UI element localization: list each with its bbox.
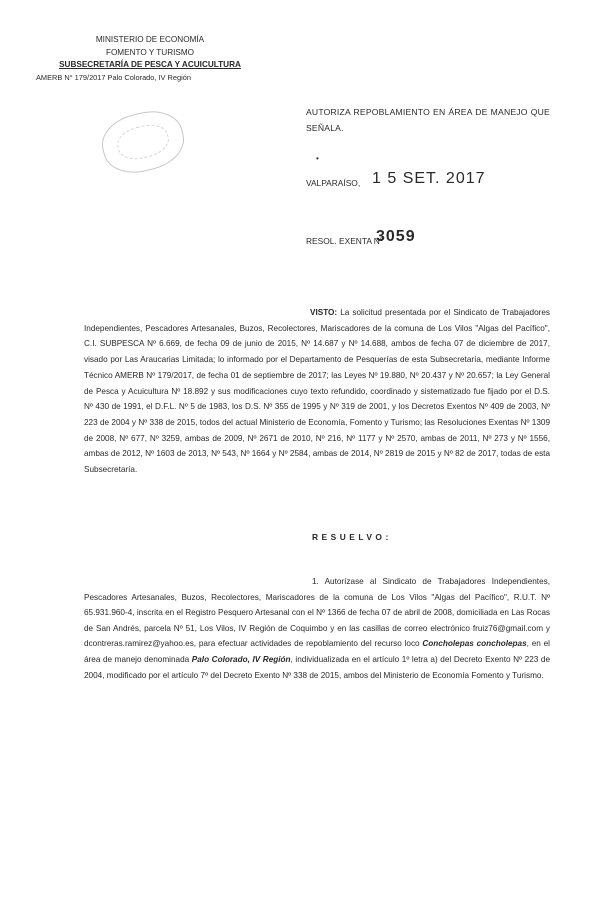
resolution-point-1 [84,574,550,683]
letterhead [36,34,250,84]
resuelvo-heading: RESUELVO: [312,532,392,542]
document-subject: AUTORIZA REPOBLAMIENTO EN ÁREA DE MANEJO QUE SEÑALA. [306,107,550,133]
subsecretaria-name: SUBSECRETARÍA DE PESCA Y ACUICULTURA [59,60,241,69]
point1-text-c: , individualizada en el artículo 1º letra a) del Decreto Exento Nº 223 de 2004, modificado por el artículo 7º del Decreto Exento Nº 338 de 2015, ambos del Ministerio de Economía Fomento y Turismo. [84,654,550,680]
reference-line: AMERB N° 179/2017 Palo Colorado, IV Región [36,72,191,82]
species-name: Concholepas concholepas [422,639,527,649]
visto-paragraph [84,305,550,478]
date-stamp: 1 5 SET. 2017 [372,170,486,187]
point1-text-a: 1. Autorízase al Sindicato de Trabajadores Independientes, Pescadores Artesanales, Buzos, Recolectores, Mariscadores de la comuna de Los Vilos "Algas del Pacífico", R.U.T. Nº 65.931.960-4, inscrita en el Registro Pesquero Artesanal con el Nº 1366 de fecha 07 de abril de 2008, domiciliada en Las Rocas de San Andrés, parcela Nº 51, Los Vilos, IV Región de Coquimbo y en las casillas de correo electrónico fruiz76@gmail.com y dcontreras.ramirez@yahoo.es, para efectuar actividades de repoblamiento del recurso loco [84,577,550,649]
visto-label: VISTO: [310,308,338,317]
resolution-number: 3059 [376,228,416,245]
place-label: VALPARAÍSO, [306,178,361,188]
bullet-mark: • [316,154,319,163]
visto-text: La solicitud presentada por el Sindicato de Trabajadores Independientes, Pescadores Artesanales, Buzos, Recolectores, Mariscadores de la comuna de Los Vilos "Algas del Pacífico", C.I. SUBPESCA Nº 6.669, de fecha 09 de junio de 2015, Nº 14.687 y Nº 14.688, ambos de fecha 07 de diciembre de 2017, visado por Las Araucarias Limitada; lo informado por el Departamento de Pesquerías de esta Subsecretaría, mediante Informe Técnico AMERB Nº 179/2017, de fecha 01 de septiembre de 2017; las Leyes Nº 19.880, Nº 20.437 y Nº 20.657; la Ley General de Pesca y Acuicultura Nº 18.892 y sus modificaciones cuyo texto refundido, coordinado y sistematizado fue fijado por el D.S. Nº 430 de 1991, el D.F.L. Nº 5 de 1983, los D.S. Nº 355 de 1995 y Nº 319 de 2001, y los Decretos Exentos Nº 409 de 2003, Nº 223 de 2004 y Nº 338 de 2015, todos del actual Ministerio de Economía, Fomento y Turismo; las Resoluciones Exentas Nº 1309 de 2008, Nº 677, Nº 3259, ambas de 2009, Nº 2671 de 2010, Nº 216, Nº 1177 y Nº 2570, ambas de 2011, Nº 273 y Nº 1556, ambas de 2012, Nº 1603 de 2013, Nº 543, Nº 1664 y Nº 2584, ambas de 2014, Nº 2819 de 2015 y Nº 82 de 2017, todas de esta Subsecretaría. [84,308,550,475]
ministry-name-line1: MINISTERIO DE ECONOMÍA [95,35,205,44]
area-name: Palo Colorado, IV Región [191,654,291,664]
office-stamp [96,104,190,180]
point1-text-b: , en el área de manejo denominada [84,639,550,664]
resolution-label: RESOL. EXENTA Nº [306,236,383,246]
ministry-name-line2: FOMENTO Y TURISMO [105,47,195,57]
